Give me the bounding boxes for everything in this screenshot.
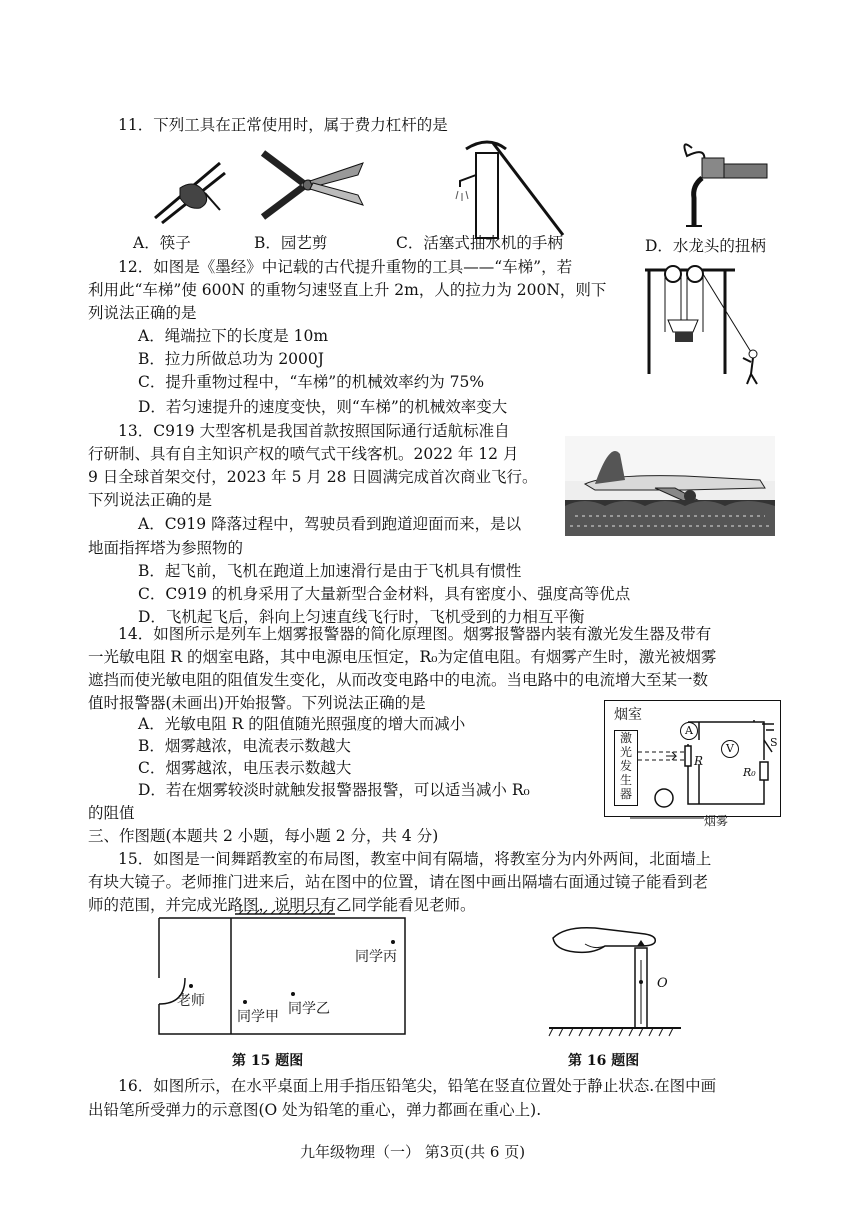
q13-option-a-line2: 地面指挥塔为参照物的 [88,539,244,557]
student-c-label: 同学丙 [355,949,397,965]
q14-line4: 值时报警器(未画出)开始报警。下列说法正确的是 [88,694,426,712]
q12-line1: 12．如图是《墨经》中记载的古代提升重物的工具——“车梯”，若 [118,258,573,276]
q15-line2: 有块大镜子。老师推门进来后，站在图中的位置，请在图中画出隔墙右面通过镜子能看到老 [88,873,709,891]
teacher-label: 老师 [177,993,205,1009]
voltmeter: V [721,740,739,758]
q12-option-d: D．若匀速提升的速度变快，则“车梯”的机械效率变大 [138,398,508,416]
q14-option-b: B．烟雾越浓，电流表示数越大 [138,737,351,755]
q14-option-a: A．光敏电阻 R 的阻值随光照强度的增大而减小 [138,715,466,733]
garden-shears-image [258,145,368,225]
student-b-label: 同学乙 [288,1001,330,1017]
classroom-layout-figure [155,910,410,1040]
q14-line2: 一光敏电阻 R 的烟室电路，其中电源电压恒定，R₀为定值电阻。有烟雾产生时，激光被烟雾 [88,648,717,666]
q13-line2: 行研制、具有自主知识产权的喷气式干线客机。2022 年 12 月 [88,445,519,463]
resistor-r0-label: R₀ [743,766,756,779]
q15-figure-caption: 第 15 题图 [232,1053,304,1069]
q16-figure-caption: 第 16 题图 [568,1053,640,1069]
q12-line3: 列说法正确的是 [88,304,197,322]
cart-ladder-image [643,262,773,390]
section3-title: 三、作图题(本题共 2 小题，每小题 2 分，共 4 分) [88,827,439,845]
q15-line3: 师的范围，并完成光路图，说明只有乙同学能看见老师。 [88,896,476,914]
classroom-walls [155,910,410,1040]
smoke-alarm-circuit-figure [604,700,782,830]
chopsticks-image [150,148,230,228]
q15-line1: 15．如图是一间舞蹈教室的布局图，教室中间有隔墙，将教室分为内外两间，北面墙上 [118,850,712,868]
q13-option-a-line1: A．C919 降落过程中，驾驶员看到跑道迎面而来，是以 [138,515,522,533]
center-of-gravity-label: O [657,976,668,991]
faucet-image [672,138,772,230]
laser-generator: 激 光 发 生 器 [614,730,638,806]
q14-option-d-line2: 的阻值 [88,804,135,822]
q14-option-c: C．烟雾越浓，电压表示数越大 [138,759,352,777]
q12-option-b: B．拉力所做总功为 2000J [138,350,324,368]
smoke-label: 烟雾 [704,814,729,828]
q13-line1: 13．C919 大型客机是我国首款按照国际通行适航标准自 [118,422,510,440]
page-footer: 九年级物理（一） 第3页(共 6 页) [300,1143,526,1161]
q13-option-c: C．C919 的机身采用了大量新型合金材料，具有密度小、强度高等优点 [138,585,631,603]
q11-option-d: D．水龙头的扭柄 [645,237,766,255]
q13-line3: 9 日全球首架交付，2023 年 5 月 28 日圆满完成首次商业飞行。 [88,468,538,486]
resistor-r-label: R [694,754,704,768]
q13-option-d: D．飞机起飞后，斜向上匀速直线飞行时，飞机受到的力相互平衡 [138,608,585,626]
q12-line2: 利用此“车梯”使 600N 的重物匀速竖直上升 2m，人的拉力为 200N，则下 [88,281,607,299]
q11-option-a: A．筷子 [133,234,191,252]
c919-plane-photo [565,436,775,536]
pump-image [448,135,568,240]
q16-line1: 16．如图所示，在水平桌面上用手指压铅笔尖，铅笔在竖直位置处于静止状态.在图中画 [118,1077,717,1095]
student-a-label: 同学甲 [237,1009,279,1025]
q13-line4: 下列说法正确的是 [88,491,213,509]
pencil-figure [545,920,685,1040]
q11-stem: 11．下列工具在正常使用时，属于费力杠杆的是 [118,116,448,134]
switch-label: S [770,736,778,749]
circuit-wires [604,700,782,830]
q13-option-b: B．起飞前，飞机在跑道上加速滑行是由于飞机具有惯性 [138,562,522,580]
q14-line3: 遮挡而使光敏电阻的阻值发生变化，从而改变电路中的电流。当电路中的电流增大至某一数 [88,671,709,689]
q12-option-c: C．提升重物过程中，“车梯”的机械效率约为 75% [138,373,485,391]
q14-option-d: D．若在烟雾较淡时就触发报警器报警，可以适当减小 R₀ [138,781,530,799]
q14-line1: 14．如图所示是列车上烟雾报警器的简化原理图。烟雾报警器内装有激光发生器及带有 [118,625,712,643]
q11-option-b: B．园艺剪 [254,234,328,252]
ammeter: A [680,722,698,740]
smoke-room-label: 烟室 [614,707,642,723]
q12-option-a: A．绳端拉下的长度是 10m [138,327,329,345]
q16-line2: 出铅笔所受弹力的示意图(O 处为铅笔的重心，弹力都画在重心上). [88,1101,542,1119]
q11-option-c: C．活塞式抽水机的手柄 [396,234,563,252]
